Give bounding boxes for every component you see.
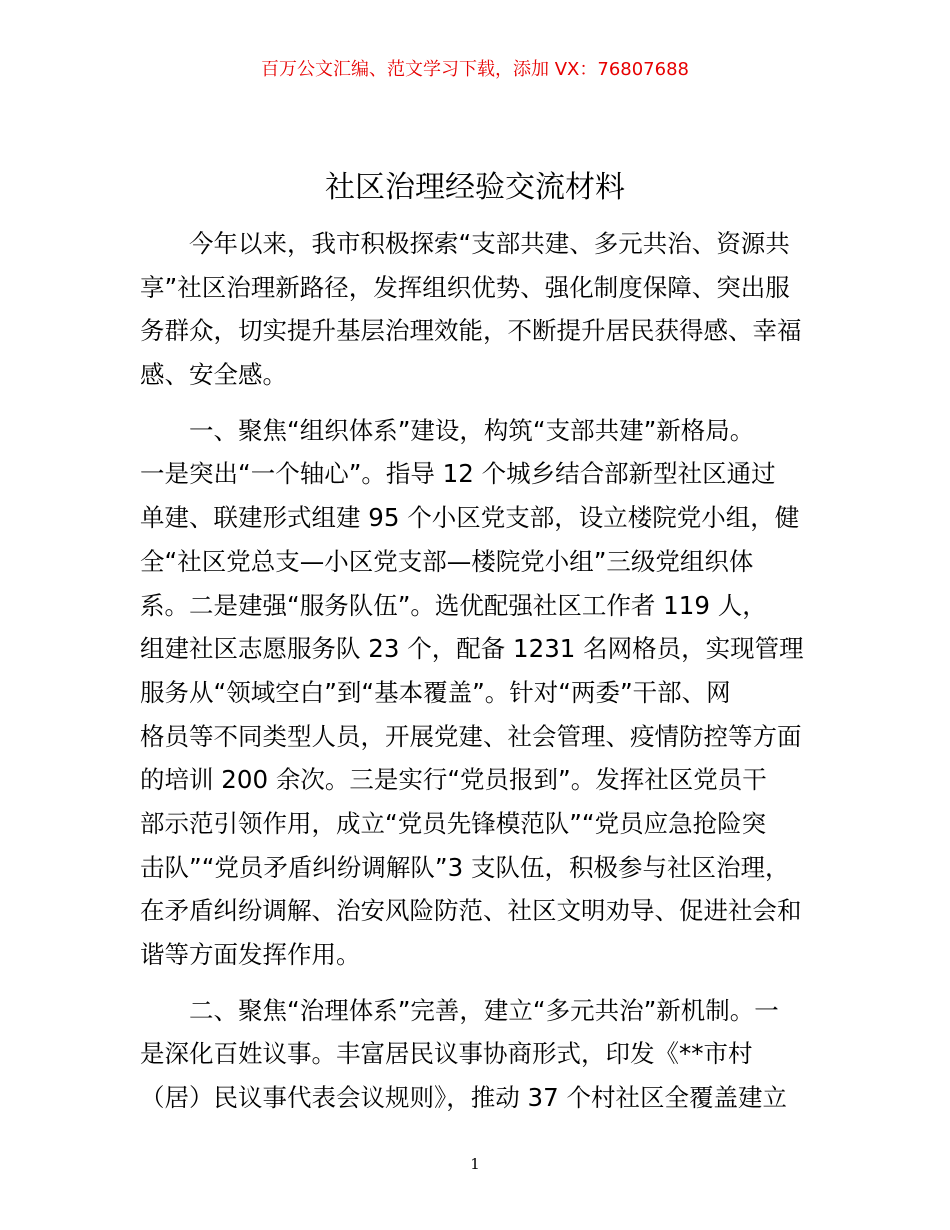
paragraph-line: 服务从“领域空白”到“基本覆盖”。针对“两委”干部、网 — [140, 677, 731, 707]
paragraph-line: （居）民议事代表会议规则》，推动 37 个村社区全覆盖建立 — [140, 1083, 787, 1113]
paragraph-line: 的培训 200 余次。三是实行“党员报到”。发挥社区党员干 — [140, 765, 767, 795]
paragraph-line: 全“社区党总支—小区党支部—楼院党小组”三级党组织体 — [140, 546, 754, 576]
paragraph-line: 是深化百姓议事。丰富居民议事协商形式，印发《**市村 — [140, 1039, 753, 1069]
paragraph-line: 单建、联建形式组建 95 个小区党支部，设立楼院党小组，健 — [140, 503, 800, 533]
page-number: 1 — [470, 1155, 480, 1173]
paragraph-line: 格员等不同类型人员，开展党建、社会管理、疫情防控等方面 — [140, 721, 802, 751]
paragraph-line: 一、聚焦“组织体系”建设，构筑“支部共建”新格局。 — [140, 415, 755, 445]
paragraph-line: 感、安全感。 — [140, 360, 287, 390]
paragraph-line: 组建社区志愿服务队 23 个，配备 1231 名网格员，实现管理 — [140, 634, 804, 664]
paragraph-line: 谐等方面发挥作用。 — [140, 940, 361, 969]
header-note: 百万公文汇编、范文学习下载，添加 VX：76807688 — [261, 59, 689, 80]
paragraph-intro — [140, 222, 832, 397]
document-body — [140, 222, 832, 1132]
paragraph-line: 击队”“党员矛盾纠纷调解队”3 支队伍，积极参与社区治理， — [140, 852, 790, 882]
paragraph-line: 今年以来，我市积极探索“支部共建、多元共治、资源共 — [140, 229, 790, 258]
paragraph-line: 二、聚焦“治理体系”完善，建立“多元共治”新机制。一 — [140, 995, 779, 1025]
paragraph-line: 部示范引领作用，成立“党员先锋模范队”“党员应急抢险突 — [140, 808, 767, 838]
paragraph-line: 务群众，切实提升基层治理效能，不断提升居民获得感、幸福 — [140, 316, 802, 346]
paragraph-section-two — [140, 989, 832, 1120]
paragraph-line: 一是突出“一个轴心”。指导 12 个城乡结合部新型社区通过 — [140, 459, 776, 489]
paragraph-line: 享”社区治理新路径，发挥组织优势、强化制度保障、突出服 — [140, 272, 790, 302]
paragraph-line: 系。二是建强“服务队伍”。选优配强社区工作者 119 人， — [140, 590, 767, 620]
document-title: 社区治理经验交流材料 — [325, 170, 625, 205]
paragraph-section-one — [140, 409, 832, 977]
paragraph-line: 在矛盾纠纷调解、治安风险防范、社区文明劝导、促进社会和 — [140, 896, 802, 926]
